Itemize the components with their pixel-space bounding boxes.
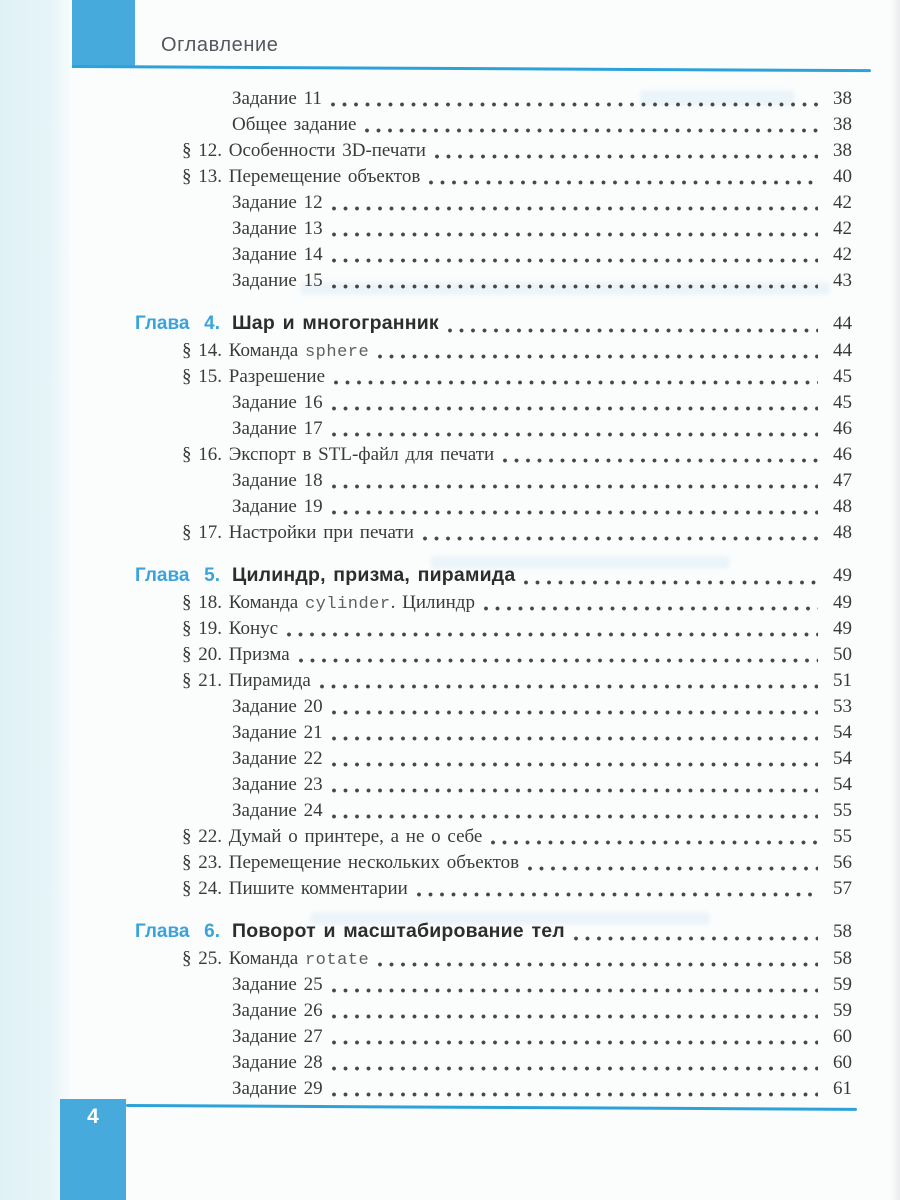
toc-entry (135, 876, 852, 902)
entry-text (182, 824, 482, 850)
entry-page-number: 61 (833, 1078, 852, 1099)
entry-page-number: 44 (833, 313, 852, 334)
footer-accent-box (60, 1099, 126, 1200)
entry-text-main: § 12. Особенности 3D-печати (182, 140, 426, 161)
dot-leader (365, 128, 818, 133)
chapter-label-word: Глава (135, 921, 190, 942)
entry-text (232, 998, 323, 1024)
entry-text (232, 694, 323, 720)
entry-text (232, 1076, 323, 1102)
toc-entry (135, 468, 852, 494)
entry-text-main: § 22. Думай о принтере, а не о себе (182, 826, 483, 847)
dot-leader (332, 206, 818, 211)
entry-text (182, 520, 414, 546)
toc-entry (135, 164, 852, 190)
toc-entry (135, 798, 852, 824)
dot-leader (332, 710, 818, 715)
toc-entry (135, 616, 852, 642)
entry-text (232, 86, 322, 112)
dot-leader (332, 284, 818, 289)
toc-entry (135, 590, 852, 616)
entry-text-main: Задание 25 (232, 974, 323, 995)
entry-text (232, 216, 323, 242)
dot-leader (299, 658, 818, 663)
toc-entry-chapter (135, 560, 852, 590)
entry-page-number: 46 (833, 444, 852, 465)
toc-list (135, 86, 852, 1102)
entry-page-number: 44 (833, 340, 852, 361)
entry-text-main: Задание 18 (232, 470, 323, 491)
entry-text-main: Задание 22 (232, 748, 323, 769)
toc-entry (135, 112, 852, 138)
entry-text (182, 616, 278, 642)
entry-page-number: 59 (833, 1000, 852, 1021)
toc-entry (135, 390, 852, 416)
dot-leader (574, 936, 818, 941)
entry-text-main: Задание 29 (232, 1078, 323, 1099)
dot-leader (378, 354, 818, 359)
toc-entry-chapter (135, 308, 852, 338)
entry-page-number: 59 (833, 974, 852, 995)
chapter-title: Цилиндр, призма, пирамида (232, 564, 516, 586)
entry-text (232, 1050, 323, 1076)
entry-text (182, 364, 325, 390)
dot-leader (448, 328, 818, 333)
entry-page-number: 38 (833, 140, 852, 161)
entry-text-main: § 19. Конус (182, 618, 279, 639)
entry-page-number: 60 (833, 1026, 852, 1047)
entry-text-after: . Цилиндр (390, 592, 475, 613)
toc-entry (135, 1076, 852, 1102)
toc-entry (135, 86, 852, 112)
chapter-title: Шар и многогранник (232, 312, 439, 334)
entry-text (182, 338, 369, 366)
toc-entry (135, 1050, 852, 1076)
dot-leader (332, 1092, 818, 1097)
entry-text (232, 798, 323, 824)
dot-leader (332, 258, 818, 263)
entry-page-number: 49 (833, 592, 852, 613)
entry-text (182, 590, 475, 618)
dot-leader (435, 154, 818, 159)
entry-page-number: 54 (833, 722, 852, 743)
dot-leader (332, 1066, 818, 1071)
chapter-label-word: Глава (135, 313, 190, 334)
entry-page-number: 55 (833, 826, 852, 847)
chapter-label (135, 309, 220, 339)
chapter-number: 6. (204, 921, 220, 942)
code-text: sphere (304, 343, 370, 362)
dot-leader (332, 484, 818, 489)
entry-text-main: Задание 28 (232, 1052, 323, 1073)
chapter-number: 5. (204, 565, 220, 586)
toc-entry (135, 746, 852, 772)
entry-text-main: Задание 20 (232, 696, 323, 717)
entry-text (232, 1024, 323, 1050)
toc-entry (135, 972, 852, 998)
entry-text (232, 772, 323, 798)
dot-leader (378, 962, 818, 967)
entry-text-main: Задание 26 (232, 1000, 323, 1021)
entry-text (232, 190, 323, 216)
dot-leader (423, 536, 818, 541)
toc-entry-chapter (135, 916, 852, 946)
toc-entry (135, 242, 852, 268)
entry-text-main: § 15. Разрешение (182, 366, 326, 387)
toc-entry (135, 268, 852, 294)
entry-text (232, 494, 323, 520)
entry-text-main: Задание 24 (232, 800, 323, 821)
dot-leader (331, 102, 818, 107)
entry-text-main: § 18. Команда (182, 592, 305, 613)
entry-text (232, 416, 323, 442)
dot-leader (484, 606, 818, 611)
dot-leader (332, 788, 818, 793)
dot-leader (334, 380, 818, 385)
toc-entry (135, 364, 852, 390)
entry-text-main: § 25. Команда (182, 948, 305, 969)
entry-text (232, 746, 323, 772)
entry-page-number: 43 (833, 270, 852, 291)
toc-entry (135, 216, 852, 242)
dot-leader (332, 736, 818, 741)
chapter-label-word: Глава (135, 565, 190, 586)
entry-text (182, 442, 494, 468)
header-rule (72, 65, 871, 72)
chapter-label (135, 917, 220, 947)
entry-page-number: 57 (833, 878, 852, 899)
entry-text-main: Задание 13 (232, 218, 323, 239)
toc-entry (135, 850, 852, 876)
dot-leader (320, 684, 818, 689)
entry-text (232, 720, 323, 746)
toc-entry (135, 138, 852, 164)
entry-page-number: 56 (833, 852, 852, 873)
entry-page-number: 54 (833, 774, 852, 795)
page-right-edge (890, 0, 900, 1200)
entry-text-main: Задание 11 (232, 88, 322, 109)
toc-entry (135, 694, 852, 720)
entry-page-number: 38 (833, 88, 852, 109)
dot-leader (417, 892, 818, 897)
entry-text-main: Задание 23 (232, 774, 323, 795)
entry-text-main: § 23. Перемещение нескольких объектов (182, 852, 520, 873)
entry-page-number: 45 (833, 392, 852, 413)
toc-entry (135, 190, 852, 216)
dot-leader (332, 762, 818, 767)
toc-entry (135, 772, 852, 798)
toc-entry (135, 338, 852, 364)
page-left-edge (0, 0, 70, 1200)
chapter-number: 4. (204, 313, 220, 334)
toc-entry (135, 416, 852, 442)
entry-text (182, 876, 408, 902)
entry-page-number: 40 (833, 166, 852, 187)
entry-text-main: Задание 19 (232, 496, 323, 517)
dot-leader (429, 180, 818, 185)
header-accent-square (72, 0, 135, 68)
entry-text-main: Задание 16 (232, 392, 323, 413)
entry-page-number: 49 (833, 565, 852, 586)
entry-text-main: § 16. Экспорт в STL-файл для печати (182, 444, 495, 465)
entry-page-number: 49 (833, 618, 852, 639)
toc-entry (135, 998, 852, 1024)
dot-leader (528, 866, 818, 871)
entry-text-main: Задание 17 (232, 418, 323, 439)
entry-page-number: 54 (833, 748, 852, 769)
dot-leader (332, 432, 818, 437)
toc-entry (135, 668, 852, 694)
dot-leader (332, 814, 818, 819)
entry-text (182, 850, 519, 876)
toc-entry (135, 442, 852, 468)
dot-leader (332, 406, 818, 411)
entry-page-number: 55 (833, 800, 852, 821)
entry-page-number: 48 (833, 522, 852, 543)
entry-text (232, 468, 323, 494)
entry-text (232, 390, 323, 416)
entry-text (232, 972, 323, 998)
entry-page-number: 53 (833, 696, 852, 717)
entry-text-main: Задание 12 (232, 192, 323, 213)
code-text: rotate (304, 951, 370, 970)
entry-page-number: 42 (833, 218, 852, 239)
toc-entry (135, 720, 852, 746)
entry-page-number: 46 (833, 418, 852, 439)
code-text: cylinder (304, 595, 391, 614)
entry-text (232, 268, 323, 294)
footer-page-number: 4 (87, 1105, 99, 1128)
entry-text (182, 668, 311, 694)
entry-text-main: § 20. Призма (182, 644, 290, 665)
entry-text (182, 164, 420, 190)
entry-text-main: Задание 27 (232, 1026, 323, 1047)
dot-leader (332, 510, 818, 515)
chapter-title: Поворот и масштабирование тел (232, 920, 565, 942)
toc-entry (135, 824, 852, 850)
entry-page-number: 58 (833, 948, 852, 969)
entry-page-number: 38 (833, 114, 852, 135)
dot-leader (332, 988, 818, 993)
entry-text-main: Задание 14 (232, 244, 323, 265)
toc-entry (135, 642, 852, 668)
entry-text-main: § 21. Пирамида (182, 670, 311, 691)
entry-page-number: 45 (833, 366, 852, 387)
entry-text (182, 946, 369, 974)
page-title: Оглавление (161, 34, 279, 56)
entry-page-number: 47 (833, 470, 852, 491)
dot-leader (332, 1040, 818, 1045)
dot-leader (332, 1014, 818, 1019)
entry-text-main: Задание 21 (232, 722, 323, 743)
entry-text (232, 242, 323, 268)
entry-text (182, 138, 426, 164)
entry-text (182, 642, 290, 668)
entry-page-number: 42 (833, 244, 852, 265)
entry-page-number: 60 (833, 1052, 852, 1073)
entry-text-main: § 17. Настройки при печати (182, 522, 414, 543)
entry-text-main: § 24. Пишите комментарии (182, 878, 408, 899)
dot-leader (503, 458, 818, 463)
toc-entry (135, 520, 852, 546)
dot-leader (524, 580, 818, 585)
entry-text-main: § 13. Перемещение объектов (182, 166, 421, 187)
entry-text-main: Задание 15 (232, 270, 323, 291)
entry-page-number: 58 (833, 921, 852, 942)
entry-text (232, 112, 356, 138)
dot-leader (491, 840, 818, 845)
toc-entry (135, 946, 852, 972)
entry-page-number: 50 (833, 644, 852, 665)
toc-entry (135, 1024, 852, 1050)
entry-page-number: 48 (833, 496, 852, 517)
chapter-label (135, 561, 220, 591)
toc-entry (135, 494, 852, 520)
entry-page-number: 51 (833, 670, 852, 691)
entry-text-main: § 14. Команда (182, 340, 305, 361)
dot-leader (332, 232, 818, 237)
dot-leader (287, 632, 818, 637)
entry-text-main: Общее задание (232, 114, 357, 135)
footer-rule (126, 1104, 857, 1111)
entry-page-number: 42 (833, 192, 852, 213)
